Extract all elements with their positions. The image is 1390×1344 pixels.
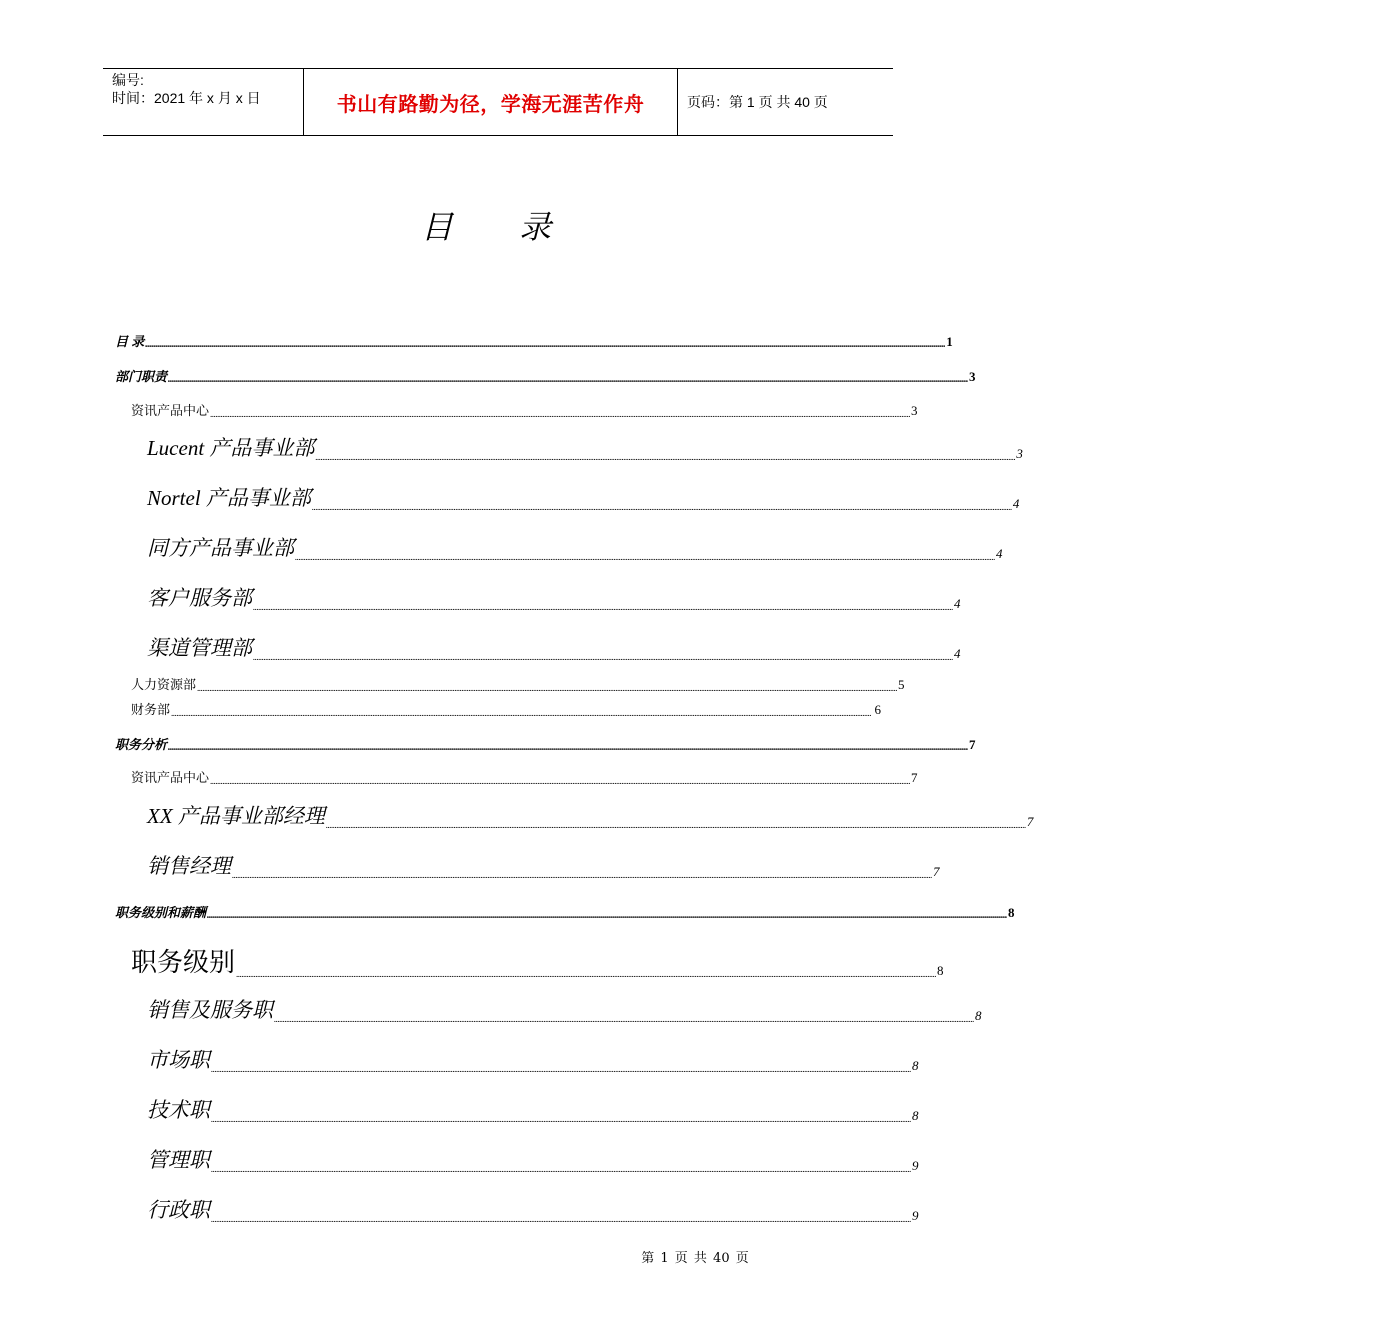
toc-leader: ................................................................................................................................................................................................................................................................................................................................................................................................................: [168, 374, 969, 385]
toc-entry[interactable]: [147, 582, 961, 612]
toc-leader: ................................................................................................................................................................................................................................................................................................................................................................................................................: [211, 1214, 911, 1224]
toc-entry[interactable]: [131, 942, 944, 979]
toc-entry[interactable]: [147, 1044, 919, 1074]
toc-entry-page: 6: [874, 702, 881, 717]
toc-entry-label: 资讯产品中心: [131, 403, 210, 418]
toc-leader: ................................................................................................................................................................................................................................................................................................................................................................................................................: [197, 683, 898, 693]
toc-entry-label: 资讯产品中心: [131, 770, 210, 785]
toc-entry[interactable]: [131, 767, 918, 786]
toc-entry[interactable]: [147, 432, 1023, 462]
toc-leader: ................................................................................................................................................................................................................................................................................................................................................................................................................: [171, 708, 872, 718]
toc-leader: ................................................................................................................................................................................................................................................................................................................................................................................................................: [315, 452, 1016, 462]
header-page-info: 页码：第 1 页 共 40 页: [687, 94, 828, 110]
toc-entry-page: 4: [954, 646, 961, 661]
toc-entry-page: 8: [975, 1008, 982, 1023]
toc-leader: ................................................................................................................................................................................................................................................................................................................................................................................................................: [210, 409, 911, 419]
document-number-label: 编号:: [112, 72, 144, 88]
toc-entry-page: 3: [969, 369, 976, 384]
toc-entry-label: 技术职: [147, 1098, 210, 1122]
toc-entry[interactable]: [115, 366, 976, 385]
toc-entry[interactable]: [115, 902, 1015, 921]
toc-entry-label: 行政职: [147, 1198, 210, 1222]
toc-entry-label: Lucent 产品事业部: [147, 436, 315, 460]
toc-entry[interactable]: [115, 734, 976, 753]
toc-entry[interactable]: [147, 1094, 919, 1124]
toc-entry-page: 3: [1016, 446, 1023, 461]
toc-leader: ................................................................................................................................................................................................................................................................................................................................................................................................................: [211, 1064, 911, 1074]
toc-entry[interactable]: [147, 850, 940, 880]
toc-entry-page: 8: [1008, 905, 1015, 920]
toc-entry-page: 7: [1026, 814, 1034, 829]
toc-entry-label: 管理职: [147, 1148, 210, 1172]
toc-entry-label: 部门职责: [115, 369, 168, 384]
toc-leader: ................................................................................................................................................................................................................................................................................................................................................................................................................: [295, 552, 995, 562]
toc-leader: ................................................................................................................................................................................................................................................................................................................................................................................................................: [168, 742, 969, 753]
toc-entry-page: 4: [996, 546, 1003, 561]
toc-leader: ................................................................................................................................................................................................................................................................................................................................................................................................................: [253, 652, 953, 662]
page-header: [103, 68, 893, 136]
toc-entry[interactable]: [147, 1144, 919, 1174]
toc-entry-page: 1: [946, 334, 953, 349]
toc-entry-page: 7: [933, 864, 940, 879]
toc-entry[interactable]: [147, 800, 1034, 830]
toc-entry-label: 销售及服务职: [147, 998, 273, 1022]
toc-entry[interactable]: [115, 331, 953, 350]
toc-entry-label: 客户服务部: [147, 586, 252, 610]
toc-entry-page: 3: [911, 403, 918, 418]
toc-entry-page: 4: [1012, 496, 1020, 511]
toc-entry-label: 同方产品事业部: [147, 536, 294, 560]
toc-entry-page: 7: [969, 737, 976, 752]
toc-entry-page: 5: [898, 677, 905, 692]
toc-entry-label: Nortel 产品事业部: [147, 486, 311, 510]
toc-entry-label: 市场职: [147, 1048, 210, 1072]
toc-leader: ................................................................................................................................................................................................................................................................................................................................................................................................................: [145, 339, 946, 350]
toc-entry-page: 7: [911, 770, 918, 785]
toc-entry[interactable]: [131, 674, 905, 693]
toc-entry-page: 8: [937, 963, 944, 978]
header-meta: [103, 69, 304, 135]
toc-entry-label: 目 录: [115, 334, 145, 349]
toc-entry-label: 财务部: [131, 702, 171, 717]
toc-entry-label: XX 产品事业部经理: [147, 804, 325, 828]
toc-leader: ................................................................................................................................................................................................................................................................................................................................................................................................................: [274, 1014, 974, 1024]
toc-entry[interactable]: [147, 1194, 919, 1224]
toc-leader: ................................................................................................................................................................................................................................................................................................................................................................................................................: [207, 910, 1008, 921]
toc-entry-page: 9: [912, 1208, 919, 1223]
document-date: 时间：2021 年 x 月 x 日: [112, 90, 261, 106]
toc-entry[interactable]: [147, 532, 1003, 562]
header-motto: 书山有路勤为径，学海无涯苦作舟: [304, 69, 678, 135]
toc-entry-page: 4: [954, 596, 961, 611]
toc-leader: ................................................................................................................................................................................................................................................................................................................................................................................................................: [311, 502, 1012, 512]
toc-leader: ................................................................................................................................................................................................................................................................................................................................................................................................................: [253, 602, 953, 612]
toc-entry[interactable]: [131, 400, 918, 419]
toc-entry-label: 职务级别: [131, 948, 236, 977]
toc-entry[interactable]: [147, 632, 961, 662]
toc-leader: ................................................................................................................................................................................................................................................................................................................................................................................................................: [325, 820, 1026, 830]
page-title: 目 录: [420, 208, 580, 246]
toc-entry[interactable]: [147, 994, 982, 1024]
toc-entry-label: 销售经理: [147, 854, 231, 878]
toc-leader: ................................................................................................................................................................................................................................................................................................................................................................................................................: [210, 776, 911, 786]
toc-leader: ................................................................................................................................................................................................................................................................................................................................................................................................................: [211, 1164, 911, 1174]
toc-leader: ................................................................................................................................................................................................................................................................................................................................................................................................................: [232, 870, 932, 880]
toc-entry[interactable]: [131, 699, 881, 718]
toc-entry-label: 职务分析: [115, 737, 168, 752]
toc-entry-page: 9: [912, 1158, 919, 1173]
toc-entry-label: 人力资源部: [131, 677, 197, 692]
toc-entry-page: 8: [912, 1058, 919, 1073]
page-footer: 第 1 页 共 40 页: [641, 1251, 749, 1266]
toc-entry-page: 8: [912, 1108, 919, 1123]
toc-leader: ................................................................................................................................................................................................................................................................................................................................................................................................................: [236, 969, 937, 979]
toc-entry-label: 职务级别和薪酬: [115, 905, 207, 920]
toc-entry-label: 渠道管理部: [147, 636, 252, 660]
toc-entry[interactable]: [147, 482, 1020, 512]
toc-leader: ................................................................................................................................................................................................................................................................................................................................................................................................................: [211, 1114, 911, 1124]
